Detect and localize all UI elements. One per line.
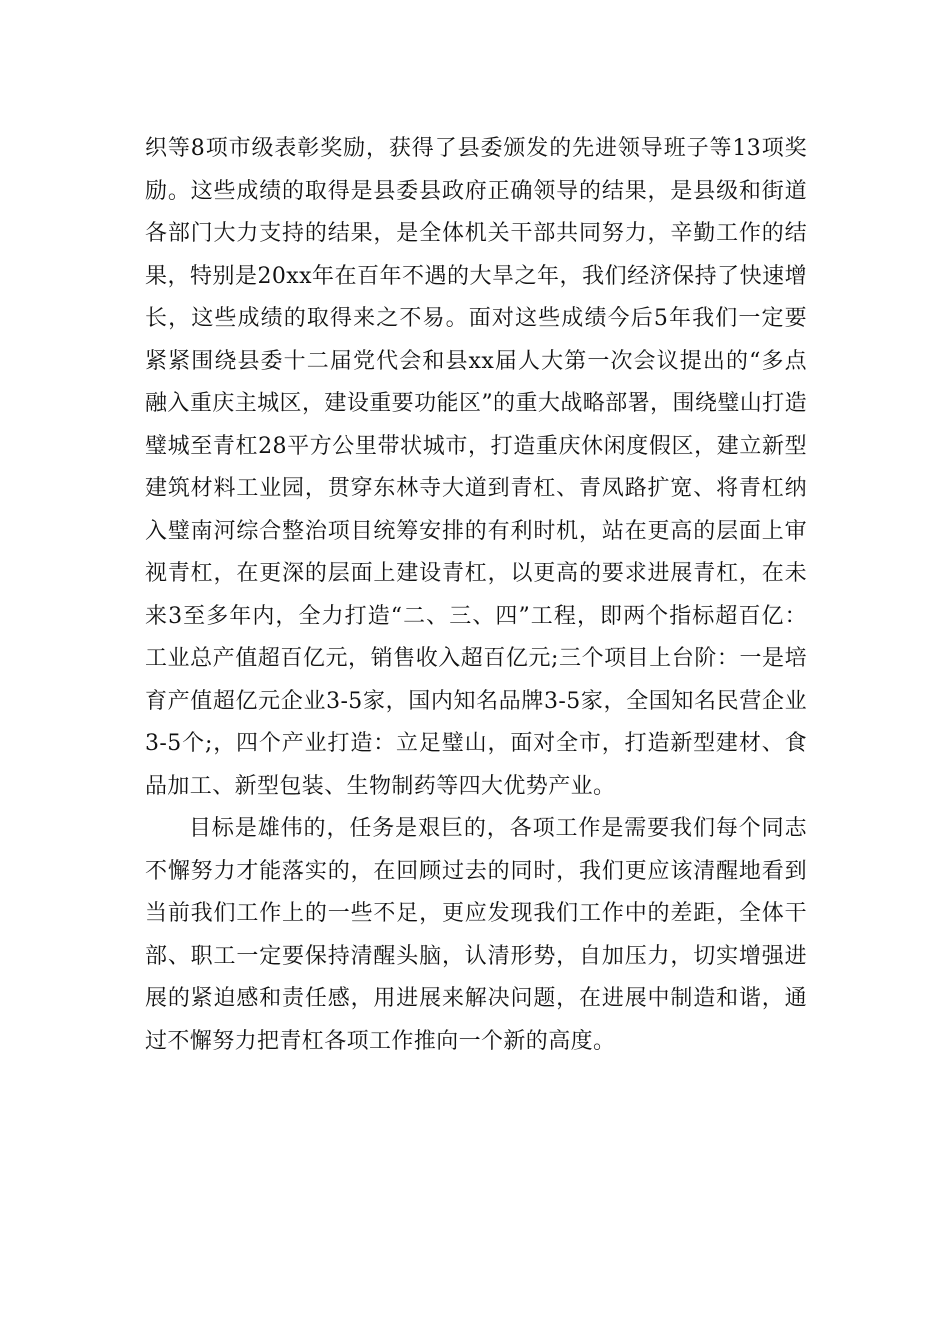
paragraph-continuation: 织等8项市级表彰奖励，获得了县委颁发的先进领导班子等13项奖励。这些成绩的取得是县委县政府正确领导的结果，是县级和街道各部门大力支持的结果，是全体机关干部共同努力，辛勤工作的结果，特别是20xx年在百年不遇的大旱之年，我们经济保持了快速增长，这些成绩的取得来之不易。面对这些成绩今后5年我们一定要紧紧围绕县委十二届党代会和县xx届人大第一次会议提出的“多点融入重庆主城区，建设重要功能区”的重大战略部署，围绕璧山打造璧城至青杠28平方公里带状城市，打造重庆休闲度假区，建立新型建筑材料工业园，贯穿东林寺大道到青杠、青凤路扩宽、将青杠纳入璧南河综合整治项目统筹安排的有利时机，站在更高的层面上审视青杠，在更深的层面上建设青杠，以更高的要求进展青杠，在未来3至多年内，全力打造“二、三、四”工程，即两个指标超百亿：工业总产值超百亿元，销售收入超百亿元;三个项目上台阶：一是培育产值超亿元企业3-5家，国内知名品牌3-5家，全国知名民营企业3-5个;，四个产业打造：立足璧山，面对全市，打造新型建材、食品加工、新型包装、生物制药等四大优势产业。 xyxy=(145,136,807,799)
document-body xyxy=(145,128,807,1063)
paragraph-goals: 目标是雄伟的，任务是艰巨的，各项工作是需要我们每个同志不懈努力才能落实的，在回顾过去的同时，我们更应该清醒地看到当前我们工作上的一些不足，更应发现我们工作中的差距，全体干部、职工一定要保持清醒头脑，认清形势，自加压力，切实增强进展的紧迫感和责任感，用进展来解决问题，在进展中制造和谐，通过不懈努力把青杠各项工作推向一个新的高度。 xyxy=(145,816,807,1054)
